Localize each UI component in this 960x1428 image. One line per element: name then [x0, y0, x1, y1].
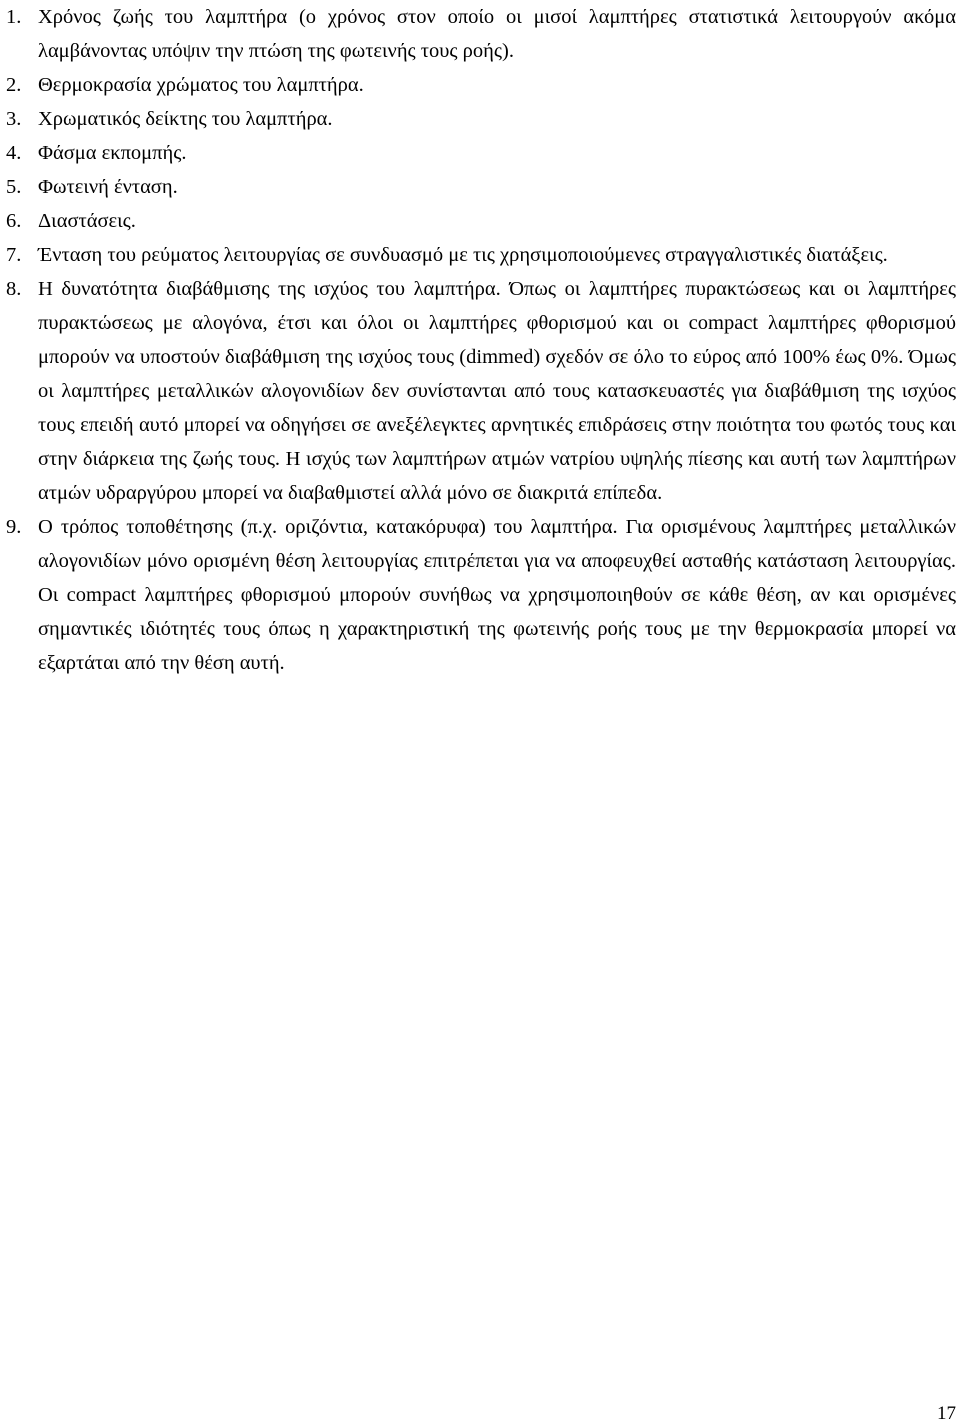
list-item-5 [0, 170, 956, 204]
list-item-4 [0, 136, 956, 170]
list-item-2 [0, 68, 956, 102]
list-item-text: Ένταση του ρεύματος λειτουργίας σε συνδυασμό με τις χρησιμοποιούμενες στραγγαλιστικές διατάξεις. [38, 244, 888, 266]
list-item-number: 9. [6, 516, 22, 538]
list-item-number: 6. [6, 210, 22, 232]
list-item-1 [0, 0, 956, 68]
page-number: 17 [937, 1403, 956, 1424]
list-item-text: Η δυνατότητα διαβάθμισης της ισχύος του λαμπτήρα. Όπως οι λαμπτήρες πυρακτώσεως και οι λαμπτήρες πυρακτώσεως με αλογόνα, έτσι και όλοι οι λαμπτήρες φθορισμού και οι compact λαμπτήρες φθορισμού μπορούν να υποστούν διαβάθμιση της ισχύος τους (dimmed) σχεδόν σε όλο το εύρος από 100% έως 0%. Όμως οι λαμπτήρες μεταλλικών αλογονιδίων δεν συνίστανται από τους κατασκευαστές για διαβάθμιση της ισχύος τους επειδή αυτό μπορεί να οδηγήσει σε ανεξέλεγκτες αρνητικές επιδράσεις στην ποιότητα του φωτός τους και στην διάρκεια της ζωής τους. Η ισχύς των λαμπτήρων ατμών νατρίου υψηλής πίεσης και αυτή των λαμπτήρων ατμών υδραργύρου μπορεί να διαβαθμιστεί αλλά μόνο σε διακριτά επίπεδα. [38, 278, 956, 504]
list-item-3 [0, 102, 956, 136]
list-item-number: 3. [6, 108, 22, 130]
list-item-number: 7. [6, 244, 22, 266]
list-item-number: 2. [6, 74, 22, 96]
list-item-text: Φάσμα εκπομπής. [38, 142, 187, 164]
list-item-text: Χρόνος ζωής του λαμπτήρα (ο χρόνος στον οποίο οι μισοί λαμπτήρες στατιστικά λειτουργούν ακόμα λαμβάνοντας υπόψιν την πτώση της φωτεινής τους ροής). [38, 6, 956, 62]
list-item-7 [0, 238, 956, 272]
list-item-number: 1. [6, 6, 22, 28]
list-item-6 [0, 204, 956, 238]
list-item-9 [0, 510, 956, 680]
list-item-text: Φωτεινή ένταση. [38, 176, 178, 198]
list-item-number: 5. [6, 176, 22, 198]
list-item-text: Χρωματικός δείκτης του λαμπτήρα. [38, 108, 333, 130]
list-item-8 [0, 272, 956, 510]
numbered-list [0, 0, 956, 680]
list-item-number: 8. [6, 278, 22, 300]
list-item-text: Διαστάσεις. [38, 210, 136, 232]
list-item-text: Ο τρόπος τοποθέτησης (π.χ. οριζόντια, κατακόρυφα) του λαμπτήρα. Για ορισμένους λαμπτήρες μεταλλικών αλογονιδίων μόνο ορισμένη θέση λειτουργίας επιτρέπεται για να αποφευχθεί ασταθής κατάσταση λειτουργίας. Οι compact λαμπτήρες φθορισμού μπορούν συνήθως να χρησιμοποιηθούν σε κάθε θέση, αν και ορισμένες σημαντικές ιδιότητές τους όπως η χαρακτηριστική της φωτεινής ροής τους με την θερμοκρασία μπορεί να εξαρτάται από την θέση αυτή. [38, 516, 956, 674]
list-item-text: Θερμοκρασία χρώματος του λαμπτήρα. [38, 74, 364, 96]
list-item-number: 4. [6, 142, 22, 164]
